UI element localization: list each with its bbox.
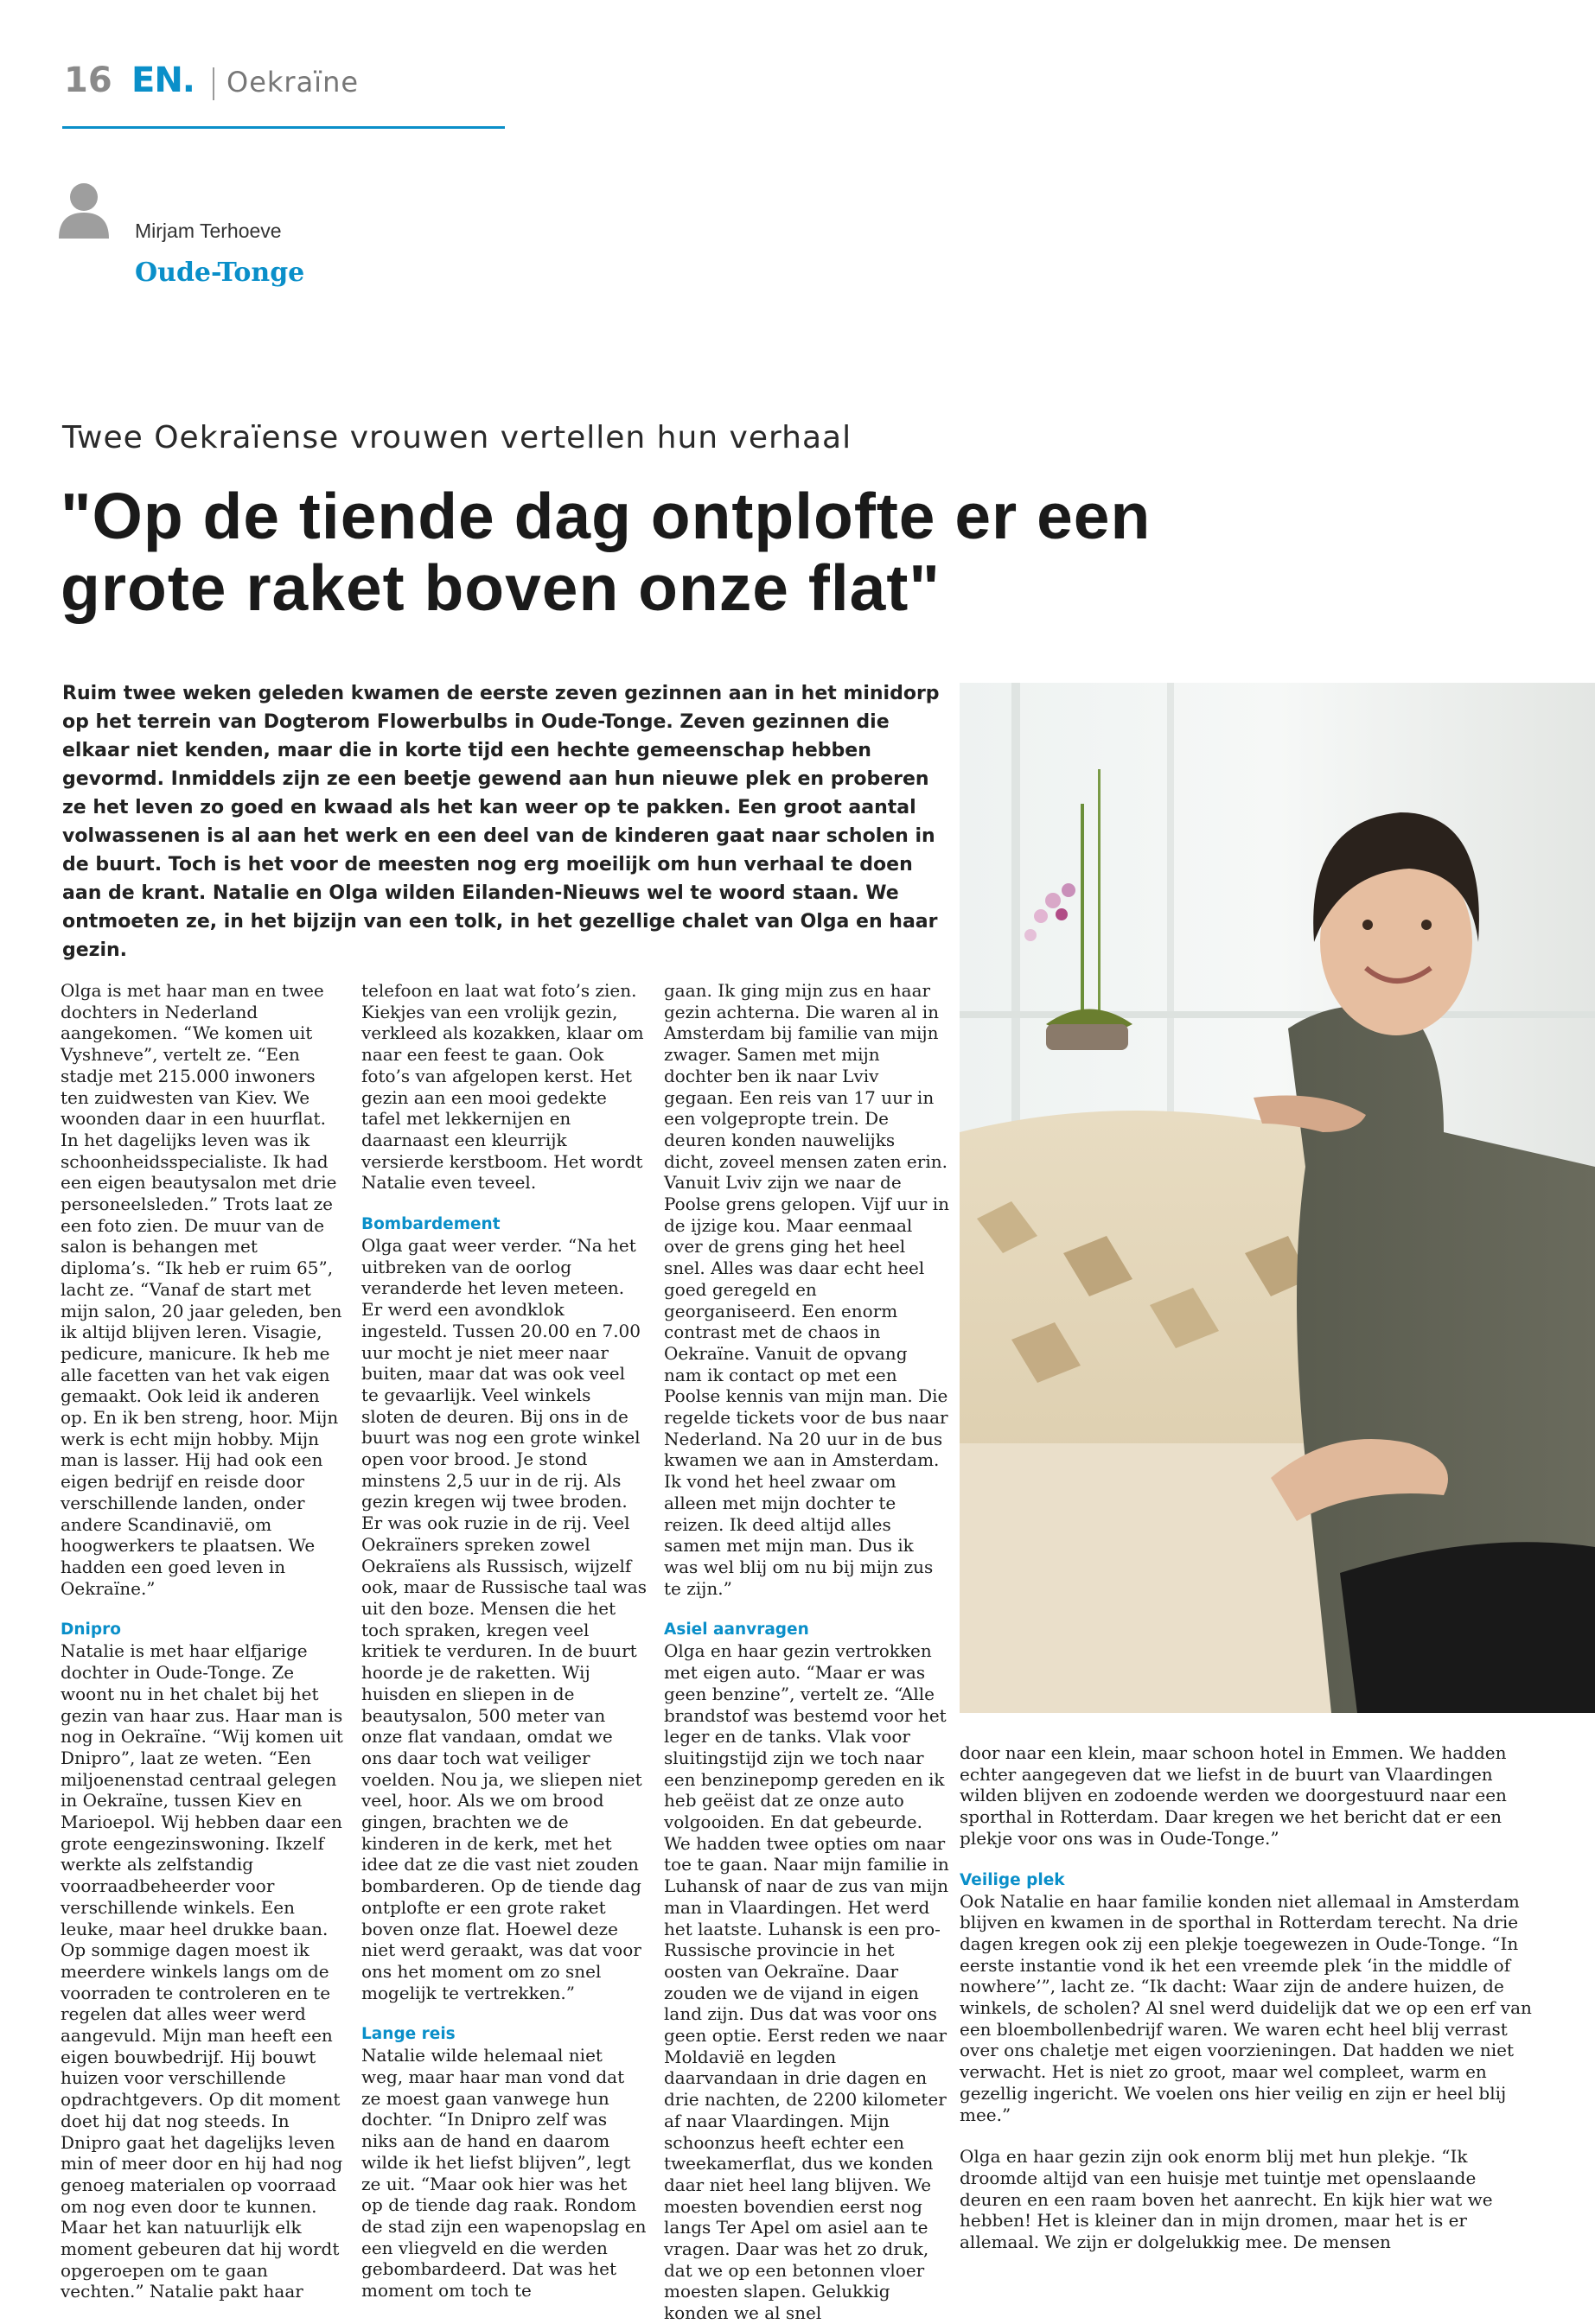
- paragraph: Olga en haar gezin vertrokken met eigen auto. “Maar er was geen benzine”, vertelt ze. “Alle brandstof was bestemd voor het leger en de tanks. Vlak voor sluitingstijd zijn we toch naar een benzinepomp gereden en ik heb geëist dat ze onze auto volgooiden. En dat gebeurde. We hadden twee opties om naar toe te gaan. Naar mijn familie in Luhansk of naar de zus van mijn man in Vlaardingen. Het werd het laatste. Luhansk is een pro-Russische provincie in het oosten van Oekraïne. Daar zouden we de vijand in eigen land zijn. Dus dat was voor ons geen optie. Eerst reden we naar Moldavië en legden daarvandaan in drie dagen en drie nachten, de 2200 kilometer af naar Vlaardingen. Mijn schoonzus heeft echter een tweekamerflat, dus we konden daar niet heel lang blijven. We moesten bovendien eerst nog langs Ter Apel om asiel aan te vragen. Daar was het zo druk, dat we op een betonnen vloer moesten slapen. Gelukkig konden we al snel: [664, 1640, 949, 2324]
- dateline-location: Oude-Tonge: [135, 258, 305, 288]
- paragraph: telefoon en laat wat foto’s zien. Kiekjes van een vrolijk gezin, verkleed als kozakken, klaar om naar een feest te gaan. Ook foto’s van afgelopen kerst. Het gezin aan een mooi gedekte tafel met lekkernijen en daarnaast een kleurrijk versierde kerstboom. Het wordt Natalie even teveel.: [361, 980, 644, 1194]
- subheading: Asiel aanvragen: [664, 1620, 809, 1640]
- subheading: Lange reis: [361, 2025, 456, 2044]
- article-kicker: Twee Oekraïense vrouwen vertellen hun verhaal: [62, 420, 852, 455]
- header-rule: [62, 126, 505, 129]
- article-headline: "Op de tiende dag ontplofte er een grote raket boven onze flat": [61, 480, 1152, 624]
- section-name: Oekraïne: [226, 66, 360, 99]
- paragraph: Natalie is met haar elfjarige dochter in Oude-Tonge. Ze woont nu in het chalet bij het gezin van haar zus. Haar man is nog in Oekraïne. “Wij komen uit Dnipro”, laat ze weten. “Een miljoenenstad centraal gelegen in Oekraïne, tussen Kiev en Marioepol. Wij hebben daar een grote eengezinswoning. Ikzelf werkte als zelfstandig voorraadbeheerder voor verschillende winkels. Een leuke, maar heel drukke baan. Op sommige dagen moest ik meerdere winkels langs om de voorraden te controleren en te regelen dat alles weer werd aangevuld. Mijn man heeft een eigen bouwbedrijf. Hij bouwt huizen voor verschillende opdrachtgevers. Op dit moment doet hij dat nog steeds. In Dnipro gaat het dagelijks leven min of meer door en hij had nog genoeg materialen op voorraad om nog even door te kunnen. Maar het kan natuurlijk elk moment gebeuren dat hij wordt opgeroepen om te gaan vechten.” Natalie pakt haar: [61, 1640, 343, 2302]
- person-icon: [59, 181, 109, 239]
- newspaper-logo: EN.: [131, 60, 195, 100]
- page-number: 16: [64, 60, 112, 100]
- article-column-4: [960, 1742, 1539, 2253]
- paragraph: Olga en haar gezin zijn ook enorm blij met hun plekje. “Ik droomde altijd van een huisje met tuintje met openslaande deuren en een raam boven het aanrecht. En kijk hier wat we hebben! Het is kleiner dan in mijn dromen, maar het is er allemaal. We zijn er dolgelukkig mee. De mensen: [960, 2146, 1493, 2253]
- section-divider: [213, 67, 214, 100]
- portrait-photo: [960, 683, 1595, 1713]
- paragraph: Olga is met haar man en twee dochters in Nederland aangekomen. “We komen uit Vyshneve”, vertelt ze. “Een stadje met 215.000 inwoners ten zuidwesten van Kiev. We woonden daar in een huurflat. In het dagelijks leven was ik schoonheidsspecialiste. Ik had een eigen beautysalon met drie personeelsleden.” Trots laat ze een foto zien. De muur van de salon is behangen met diploma’s. “Ik heb er ruim 65”, lacht ze. “Vanaf de start met mijn salon, 20 jaar geleden, ben ik altijd blijven leren. Visagie, pedicure, manicure. Ik heb me alle facetten van het vak eigen gemaakt. Ook leid ik anderen op. En ik ben streng, hoor. Mijn werk is echt mijn hobby. Mijn man is lasser. Hij had ook een eigen bedrijf en reisde door verschillende landen, onder andere Scandinavië, om hoogwerkers te plaatsen. We hadden een goed leven in Oekraïne.”: [61, 980, 342, 1599]
- article-intro: Ruim twee weken geleden kwamen de eerste zeven gezinnen aan in het minidorp op het terrein van Dogterom Flowerbulbs in Oude-Tonge. Zeven gezinnen die elkaar niet kenden, maar die in korte tijd een hechte gemeenschap hebben gevormd. Inmiddels zijn ze een beetje gewend aan hun nieuwe plek en proberen ze het leven zo goed en kwaad als het kan weer op te pakken. Een groot aantal volwassenen is al aan het werk en een deel van de kinderen gaat naar scholen in de buurt. Toch is het voor de meesten nog erg moeilijk om hun verhaal te doen aan de krant. Natalie en Olga wilden Eilanden-Nieuws wel te woord staan. We ontmoeten ze, in het bijzijn van een tolk, in het gezellige chalet van Olga en haar gezin.: [62, 683, 940, 961]
- paragraph: Olga gaat weer verder. “Na het uitbreken van de oorlog veranderde het leven meteen. Er werd een avondklok ingesteld. Tussen 20.00 en 7.00 uur mocht je niet meer naar buiten, maar dat was ook veel te gevaarlijk. Veel winkels sloten de deuren. Bij ons in de buurt was nog een grote winkel open voor brood. Je stond minstens 2,5 uur in de rij. Als gezin kregen wij twee broden. Er was ook ruzie in de rij. Veel Oekraïners spreken zowel Oekraïens als Russisch, wijzelf ook, maar de Russische taal was uit den boze. Mensen die het toch spraken, kregen veel kritiek te verduren. In de buurt hoorde je de raketten. Wij huisden en sliepen in de beautysalon, 500 meter van onze flat vandaan, omdat we ons daar toch wat veiliger voelden. Nou ja, we sliepen niet veel, hoor. Als we om brood gingen, brachten we de kinderen in de kerk, met het idee dat ze die vast niet zouden bombarderen. Op de tiende dag ontplofte er een grote raket boven onze flat. Hoewel deze niet werd geraakt, was dat voor ons het moment om zo snel mogelijk te vertrekken.”: [361, 1235, 647, 2003]
- subheading: Veilige plek: [960, 1870, 1065, 1889]
- paragraph: door naar een klein, maar schoon hotel in Emmen. We hadden echter aangegeven dat we liefst in de buurt van Vlaardingen wilden blijven en zodoende werden we doorgestuurd naar een sporthal in Rotterdam. Daar kregen we het bericht dat er een plekje voor ons was in Oude-Tonge.”: [960, 1742, 1507, 1849]
- paragraph: gaan. Ik ging mijn zus en haar gezin achterna. Die waren al in Amsterdam bij familie van mijn zwager. Samen met mijn dochter ben ik naar Lviv gegaan. Een reis van 17 uur in een volgepropte trein. De deuren konden nauwelijks dicht, zoveel mensen zaten erin. Vanuit Lviv zijn we naar de Poolse grens gelopen. Vijf uur in de ijzige kou. Maar eenmaal over de grens ging het heel snel. Alles was daar echt heel goed geregeld en georganiseerd. Een enorm contrast met de chaos in Oekraïne. Vanuit de opvang nam ik contact op met een Poolse kennis van mijn man. Die regelde tickets voor de bus naar Nederland. Na 20 uur in de bus kwamen we aan in Amsterdam. Ik vond het heel zwaar om alleen met mijn dochter te reizen. Ik deed altijd alles samen met mijn man. Dus ik was wel blij om nu bij mijn zus te zijn.”: [664, 980, 949, 1599]
- article-column-3: [664, 980, 949, 2324]
- paragraph: Natalie wilde helemaal niet weg, maar haar man vond dat ze moest gaan vanwege hun dochter. “In Dnipro zelf was niks aan de hand en daarom wilde ik het liefst blijven”, legt ze uit. “Maar ook hier was het op de tiende dag raak. Rondom de stad zijn een wapenopslag en een vliegveld en die werden gebombardeerd. Dat was het moment om toch te: [361, 2045, 647, 2302]
- author-name: Mirjam Terhoeve: [135, 220, 282, 242]
- subheading: Dnipro: [61, 1620, 121, 1640]
- article-column-2: [361, 980, 647, 2302]
- paragraph: Ook Natalie en haar familie konden niet allemaal in Amsterdam blijven en kwamen in de sporthal in Rotterdam terecht. Na drie dagen kregen ook zij een plekje toegewezen in Oude-Tonge. “In eerste instantie vond ik het een vreemde plek ‘in the middle of nowhere’”, lacht ze. “Ik dacht: Waar zijn de andere huizen, de winkels, de scholen? Al snel werd duidelijk dat we op een erf van een bloembollenbedrijf waren. We waren echt heel blij verrast over ons chaletje met eigen voorzieningen. Dat hadden we niet verwacht. Het is niet zo groot, maar wel compleet, warm en gezellig ingericht. We voelen ons hier veilig en zijn er heel blij mee.”: [960, 1890, 1532, 2125]
- subheading: Bombardement: [361, 1215, 501, 1234]
- article-column-1: [61, 980, 346, 2302]
- paragraph-gap: [960, 2125, 1539, 2146]
